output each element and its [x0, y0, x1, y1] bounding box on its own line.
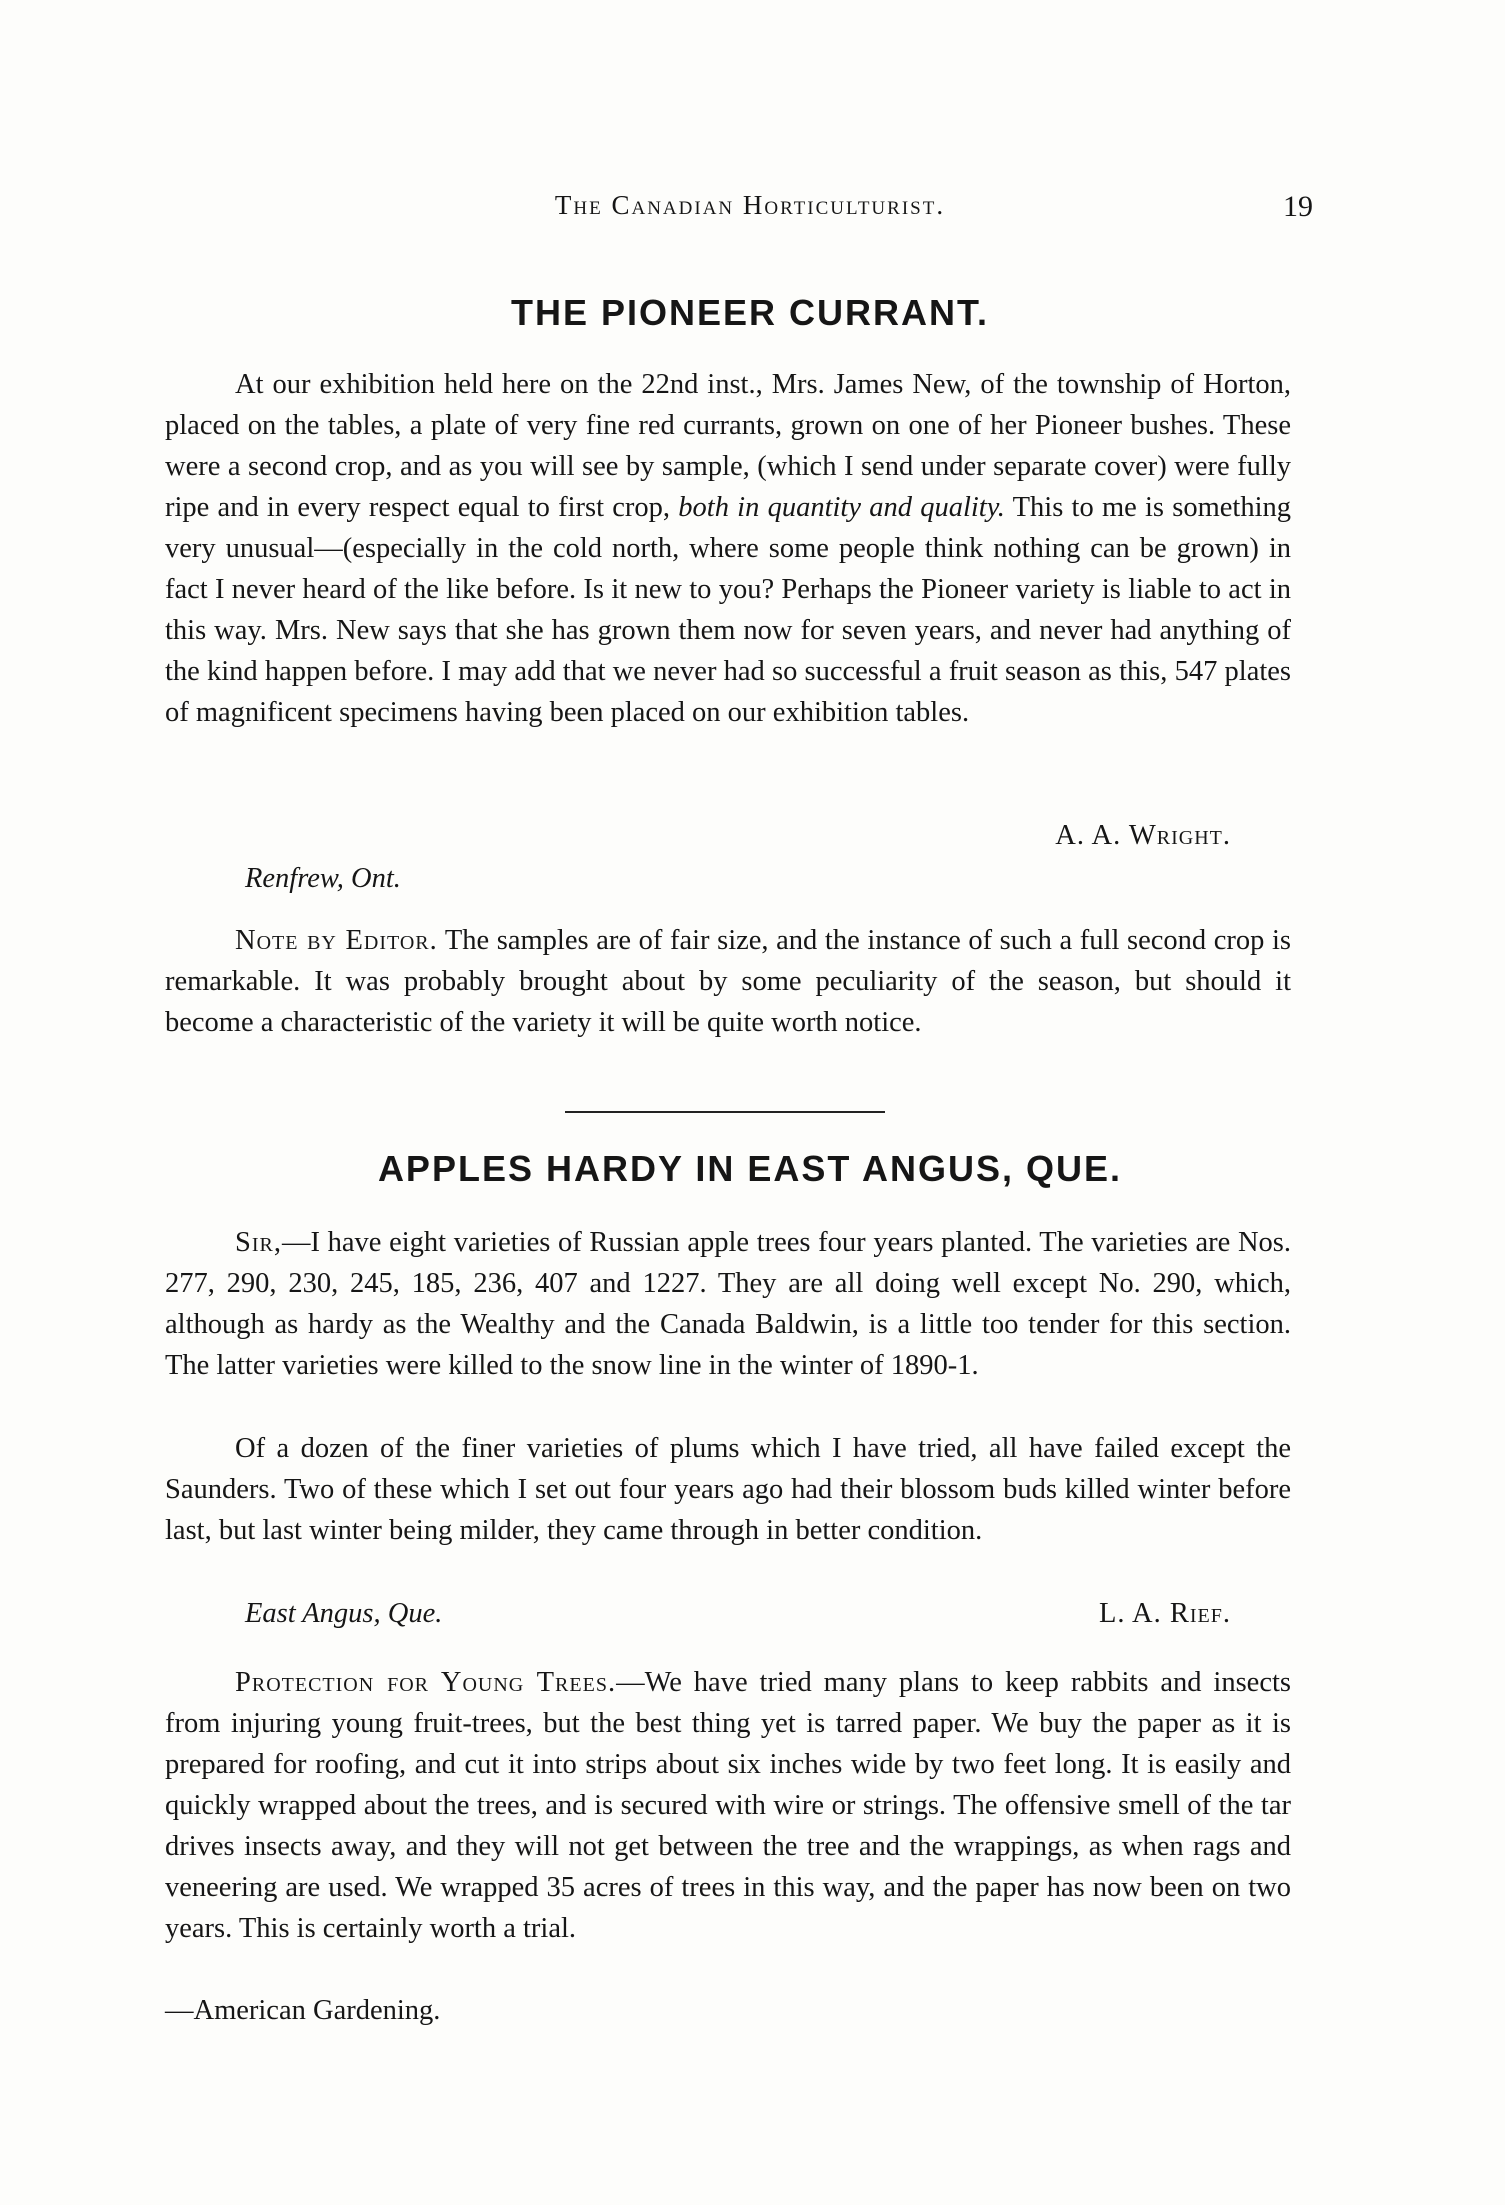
article-title-pioneer-currant: THE PIONEER CURRANT. — [510, 292, 990, 333]
source-credit: —American Gardening. — [165, 1995, 441, 2026]
running-title: The Canadian Horticulturist. — [554, 190, 946, 220]
article-body-apples-hardy — [165, 1222, 1291, 1386]
body-text: —We have tried many plans to keep rabbits and insects from injuring young fruit-trees, but the best thing yet is tarred paper. We buy the paper as it is prepared for roofing, and cut it into strips about six inches wide by two feet long. It is easily and quickly wrapped about the trees, and is secured with wire or strings. The offensive smell of the tar drives insects away, and they will not get between the tree and the wrappings, as when rags and veneering are used. We wrapped 35 acres of trees in this way, and the paper has now been on two years. This is certainly worth a trial. — [165, 1667, 1291, 1944]
signature-name: A. A. Wright. — [1055, 820, 1231, 851]
running-head — [165, 190, 1335, 230]
body-emphasis: both in quantity and quality. — [678, 492, 1005, 523]
section-divider — [565, 1111, 885, 1113]
body-text: At our exhibition held here on the 22nd inst., Mrs. James New, of the township of Horton, placed on the tables, a plate of very fine red currants, grown on one of her Pioneer bushes. These were a second crop, and as you will see by sample, (which I send under separate cover) were fully ripe and in every respect equal to first crop, — [165, 369, 1291, 523]
page-number: 19 — [1283, 190, 1313, 223]
signature-place: Renfrew, Ont. — [245, 863, 401, 894]
body-text: —I have eight varieties of Russian apple trees four years planted. The varieties are Nos. 277, 290, 230, 245, 185, 236, 407 and 1227. They are all doing well except No. 290, which, although as hardy as the Wealthy and the Canada Baldwin, is a little too tender for this section. The latter varieties were killed to the snow line in the winter of 1890-1. — [165, 1227, 1291, 1381]
protection-lead: Protection for Young Trees. — [235, 1667, 617, 1698]
body-text: This to me is something very unusual—(especially in the cold north, where some people think nothing can be grown) in fact I never heard of the like before. Is it new to you? Perhaps the Pioneer variety is liable to act in this way. Mrs. New says that she has grown them now for seven years, and never had anything of the kind happen before. I may add that we never had so successful a fruit season as this, 547 plates of magnificent specimens having been placed on our exhibition tables. — [165, 492, 1291, 728]
article-body-pioneer-currant — [165, 364, 1291, 733]
article-title-apples-hardy: APPLES HARDY IN EAST ANGUS, QUE. — [377, 1148, 1123, 1189]
editor-note-text: The samples are of fair size, and the instance of such a full second crop is remarkable. It was probably brought about by some peculiarity of the season, but should it become a characteristic of the variety it will be quite worth notice. — [165, 925, 1291, 1038]
article-body-protection — [165, 1662, 1291, 1949]
editor-note — [165, 920, 1291, 1043]
editor-note-lead: Note by Editor. — [235, 925, 438, 956]
salutation: Sir, — [235, 1227, 282, 1258]
article-body-plums: Of a dozen of the finer varieties of plums which I have tried, all have failed except the Saunders. Two of these which I set out four years ago had their blossom buds killed winter before last, but last winter being milder, they came through in better condition. — [165, 1433, 1291, 1546]
signature-place: East Angus, Que. — [245, 1598, 443, 1629]
signature-name: L. A. Rief. — [1098, 1598, 1231, 1629]
